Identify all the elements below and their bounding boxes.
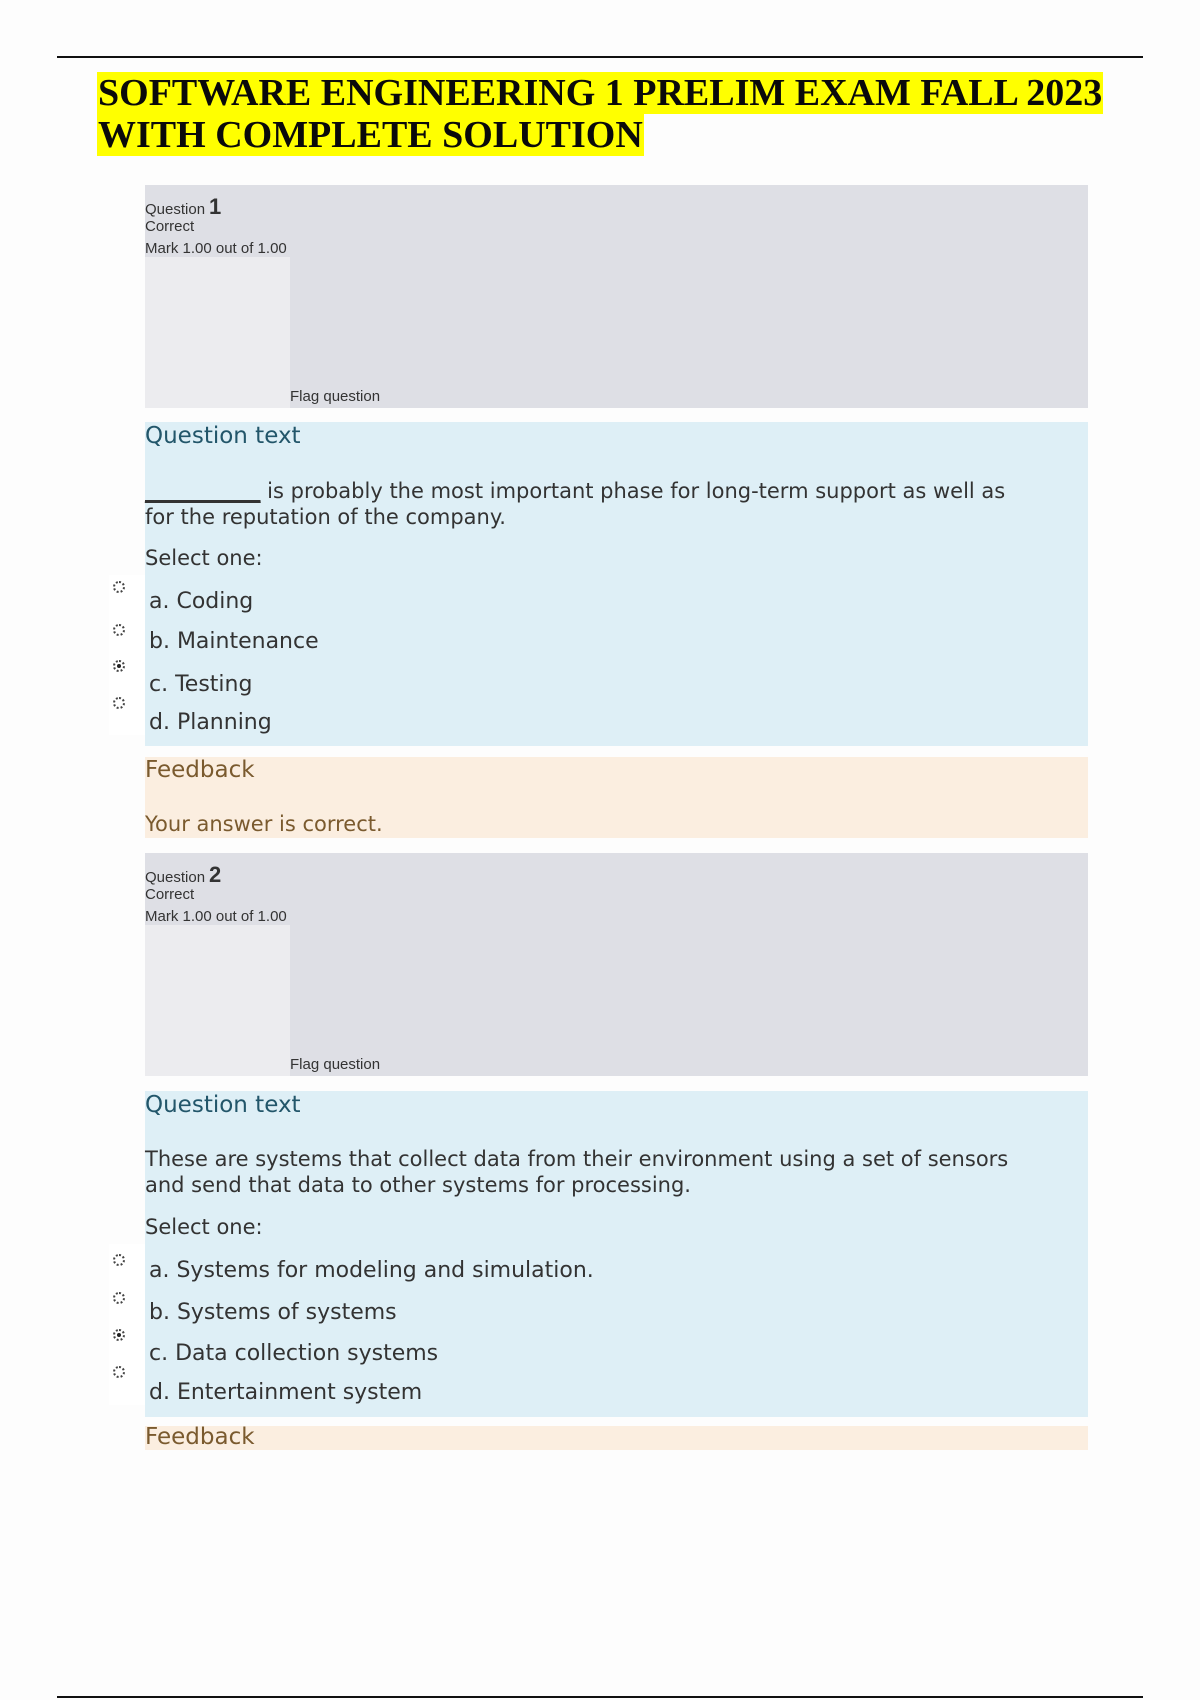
- answer-option-a[interactable]: a. Coding: [149, 589, 254, 614]
- radio-option-c-selected[interactable]: [113, 660, 125, 672]
- feedback-heading: Feedback: [145, 757, 255, 783]
- bottom-rule: [57, 1696, 1143, 1698]
- question-state: Correct: [145, 218, 195, 235]
- radio-option-b[interactable]: [113, 1292, 125, 1304]
- answer-option-c[interactable]: c. Testing: [149, 672, 253, 697]
- question-grade: Mark 1.00 out of 1.00: [145, 240, 287, 257]
- question-2-info: [145, 853, 1088, 1076]
- flag-question-link[interactable]: Flag question: [290, 1056, 381, 1073]
- radio-option-d[interactable]: [113, 697, 125, 709]
- flag-question-link[interactable]: Flag question: [290, 388, 381, 405]
- question-text: These are systems that collect data from their environment using a set of sensors and send that data to other systems for processing.: [145, 1147, 1009, 1197]
- flag-area: [145, 257, 290, 408]
- document-title: [97, 72, 1103, 156]
- radio-option-c-selected[interactable]: [113, 1329, 125, 1341]
- question-grade: Mark 1.00 out of 1.00: [145, 908, 287, 925]
- radio-option-a[interactable]: [113, 1254, 125, 1266]
- question-2-feedback: [145, 1426, 1088, 1450]
- radio-option-d[interactable]: [113, 1366, 125, 1378]
- question-1-info: [145, 185, 1088, 408]
- title-line-1: SOFTWARE ENGINEERING 1 PRELIM EXAM FALL 2023: [98, 72, 1103, 114]
- question-2-content: [145, 1091, 1088, 1417]
- question-number-label: Question 2: [145, 862, 222, 887]
- top-rule: [57, 56, 1143, 58]
- radio-column: [109, 1244, 145, 1405]
- question-state: Correct: [145, 886, 195, 903]
- question-number-label: Question 1: [145, 194, 222, 219]
- answer-option-b[interactable]: b. Maintenance: [149, 629, 319, 654]
- select-one-prompt: Select one:: [145, 546, 263, 570]
- question-text-heading: Question text: [145, 1092, 301, 1118]
- answer-option-d[interactable]: d. Entertainment system: [149, 1380, 423, 1405]
- question-number: 1: [209, 194, 222, 219]
- answer-option-a[interactable]: a. Systems for modeling and simulation.: [149, 1258, 594, 1283]
- feedback-heading: Feedback: [145, 1424, 255, 1450]
- answer-option-d[interactable]: d. Planning: [149, 710, 272, 735]
- answer-option-c[interactable]: c. Data collection systems: [149, 1341, 439, 1366]
- feedback-text: Your answer is correct.: [145, 812, 383, 836]
- question-number: 2: [209, 862, 222, 887]
- radio-column: [109, 575, 145, 735]
- answer-option-b[interactable]: b. Systems of systems: [149, 1300, 397, 1325]
- radio-option-a[interactable]: [113, 581, 125, 593]
- question-text: ___________ is probably the most important phase for long-term support as well as for the reputation of the company.: [145, 479, 1006, 529]
- answer-blank: ___________: [145, 479, 261, 503]
- select-one-prompt: Select one:: [145, 1215, 263, 1239]
- flag-area: [145, 925, 290, 1076]
- question-1-content: [145, 422, 1088, 746]
- radio-option-b[interactable]: [113, 624, 125, 636]
- question-text-heading: Question text: [145, 423, 301, 449]
- title-line-2: WITH COMPLETE SOLUTION: [98, 114, 643, 156]
- question-1-feedback: [145, 757, 1088, 838]
